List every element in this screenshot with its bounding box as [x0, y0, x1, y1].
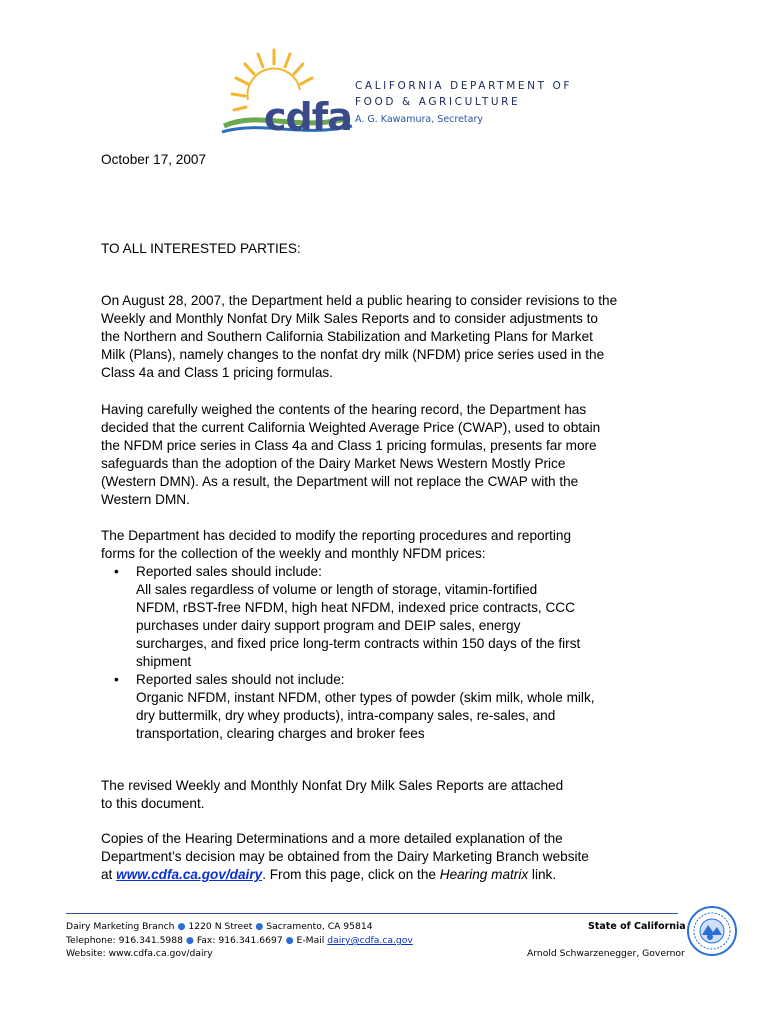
- city-address: Sacramento, CA 95814: [266, 921, 373, 932]
- text-line: to this document.: [101, 796, 205, 811]
- secretary-name: A. G. Kawamura, Secretary: [355, 114, 484, 125]
- text-line: transportation, clearing charges and broker fees: [136, 726, 425, 741]
- department-name-line-2: FOOD & AGRICULTURE: [355, 96, 521, 108]
- text-line: Weekly and Monthly Nonfat Dry Milk Sales Reports and to consider adjustments to: [101, 311, 598, 326]
- text-line: Having carefully weighed the contents of the hearing record, the Department has: [101, 402, 587, 417]
- text-line: shipment: [136, 654, 192, 669]
- bullet-icon: •: [114, 672, 119, 687]
- separator-dot-icon: ●: [185, 935, 194, 946]
- department-name-line-1: CALIFORNIA DEPARTMENT OF: [355, 80, 573, 92]
- email-label: E-Mail: [296, 935, 328, 946]
- text-line: the NFDM price series in Class 4a and Class 1 pricing formulas, presents far more: [101, 438, 597, 453]
- footer-divider: [66, 913, 678, 914]
- governor-name: Arnold Schwarzenegger, Governor: [527, 948, 685, 959]
- text-fragment: . From this page, click on the: [262, 867, 440, 882]
- text-line: All sales regardless of volume or length of storage, vitamin-fortified: [136, 582, 538, 597]
- bullet-icon: •: [114, 564, 119, 579]
- state-seal-icon: [686, 905, 738, 957]
- hearing-matrix-text: Hearing matrix: [439, 867, 529, 882]
- text-line: forms for the collection of the weekly and monthly NFDM prices:: [101, 546, 486, 561]
- text-line: purchases under dairy support program and DEIP sales, energy: [136, 618, 521, 633]
- logo-wordmark: cdfa: [264, 95, 352, 139]
- text-line: On August 28, 2007, the Department held a public hearing to consider revisions to the: [101, 293, 618, 308]
- branch-name: Dairy Marketing Branch: [66, 921, 175, 932]
- text-line: Organic NFDM, instant NFDM, other types of powder (skim milk, whole milk,: [136, 690, 595, 705]
- text-fragment: at: [101, 867, 117, 882]
- text-line: The Department has decided to modify the reporting procedures and reporting: [101, 528, 572, 543]
- paragraph-4: [101, 777, 563, 813]
- dairy-website-link[interactable]: www.cdfa.ca.gov/dairy: [116, 867, 263, 882]
- paragraph-3: [101, 527, 571, 563]
- text-line: surcharges, and fixed price long-term contracts within 150 days of the first: [136, 636, 581, 651]
- email-link[interactable]: dairy@cdfa.ca.gov: [327, 935, 413, 946]
- letterhead: [218, 40, 573, 139]
- text-line: safeguards than the adoption of the Dairy Market News Western Mostly Price: [101, 456, 566, 471]
- footer-contact-line: [66, 935, 413, 946]
- text-line: [101, 866, 589, 884]
- bullet-heading: Reported sales should include:: [136, 564, 322, 579]
- text-line: decided that the current California Weighted Average Price (CWAP), used to obtain: [101, 420, 601, 435]
- text-line: Western DMN.: [101, 492, 190, 507]
- text-line: (Western DMN). As a result, the Department will not replace the CWAP with the: [101, 474, 579, 489]
- footer-address-line: [66, 921, 373, 932]
- text-line: The revised Weekly and Monthly Nonfat Dry Milk Sales Reports are attached: [101, 778, 564, 793]
- list-item: [101, 671, 595, 743]
- street-address: 1220 N Street: [188, 921, 253, 932]
- paragraph-1: [101, 292, 617, 382]
- list-item: [101, 563, 595, 671]
- telephone: Telephone: 916.341.5988: [66, 935, 183, 946]
- footer-website: Website: www.cdfa.ca.gov/dairy: [66, 948, 213, 959]
- text-line: the Northern and Southern California Stabilization and Marketing Plans for Market: [101, 329, 593, 344]
- salutation: TO ALL INTERESTED PARTIES:: [101, 241, 301, 256]
- text-line: dry buttermilk, dry whey products), intra-company sales, re-sales, and: [136, 708, 556, 723]
- paragraph-5: [101, 830, 589, 884]
- bullet-list: [101, 563, 595, 743]
- separator-dot-icon: ●: [177, 921, 186, 932]
- text-line: Department’s decision may be obtained from the Dairy Marketing Branch website: [101, 849, 589, 864]
- state-of-california: State of California: [588, 921, 686, 932]
- bullet-heading: Reported sales should not include:: [136, 672, 345, 687]
- text-line: Copies of the Hearing Determinations and a more detailed explanation of the: [101, 831, 563, 846]
- text-fragment: link.: [528, 867, 557, 882]
- text-line: Milk (Plans), namely changes to the nonfat dry milk (NFDM) price series used in the: [101, 347, 605, 362]
- paragraph-2: [101, 401, 600, 509]
- fax: Fax: 916.341.6697: [196, 935, 283, 946]
- separator-dot-icon: ●: [285, 935, 294, 946]
- text-line: Class 4a and Class 1 pricing formulas.: [101, 365, 333, 380]
- letter-date: October 17, 2007: [101, 152, 207, 167]
- text-line: NFDM, rBST-free NFDM, high heat NFDM, indexed price contracts, CCC: [136, 600, 575, 615]
- separator-dot-icon: ●: [255, 921, 264, 932]
